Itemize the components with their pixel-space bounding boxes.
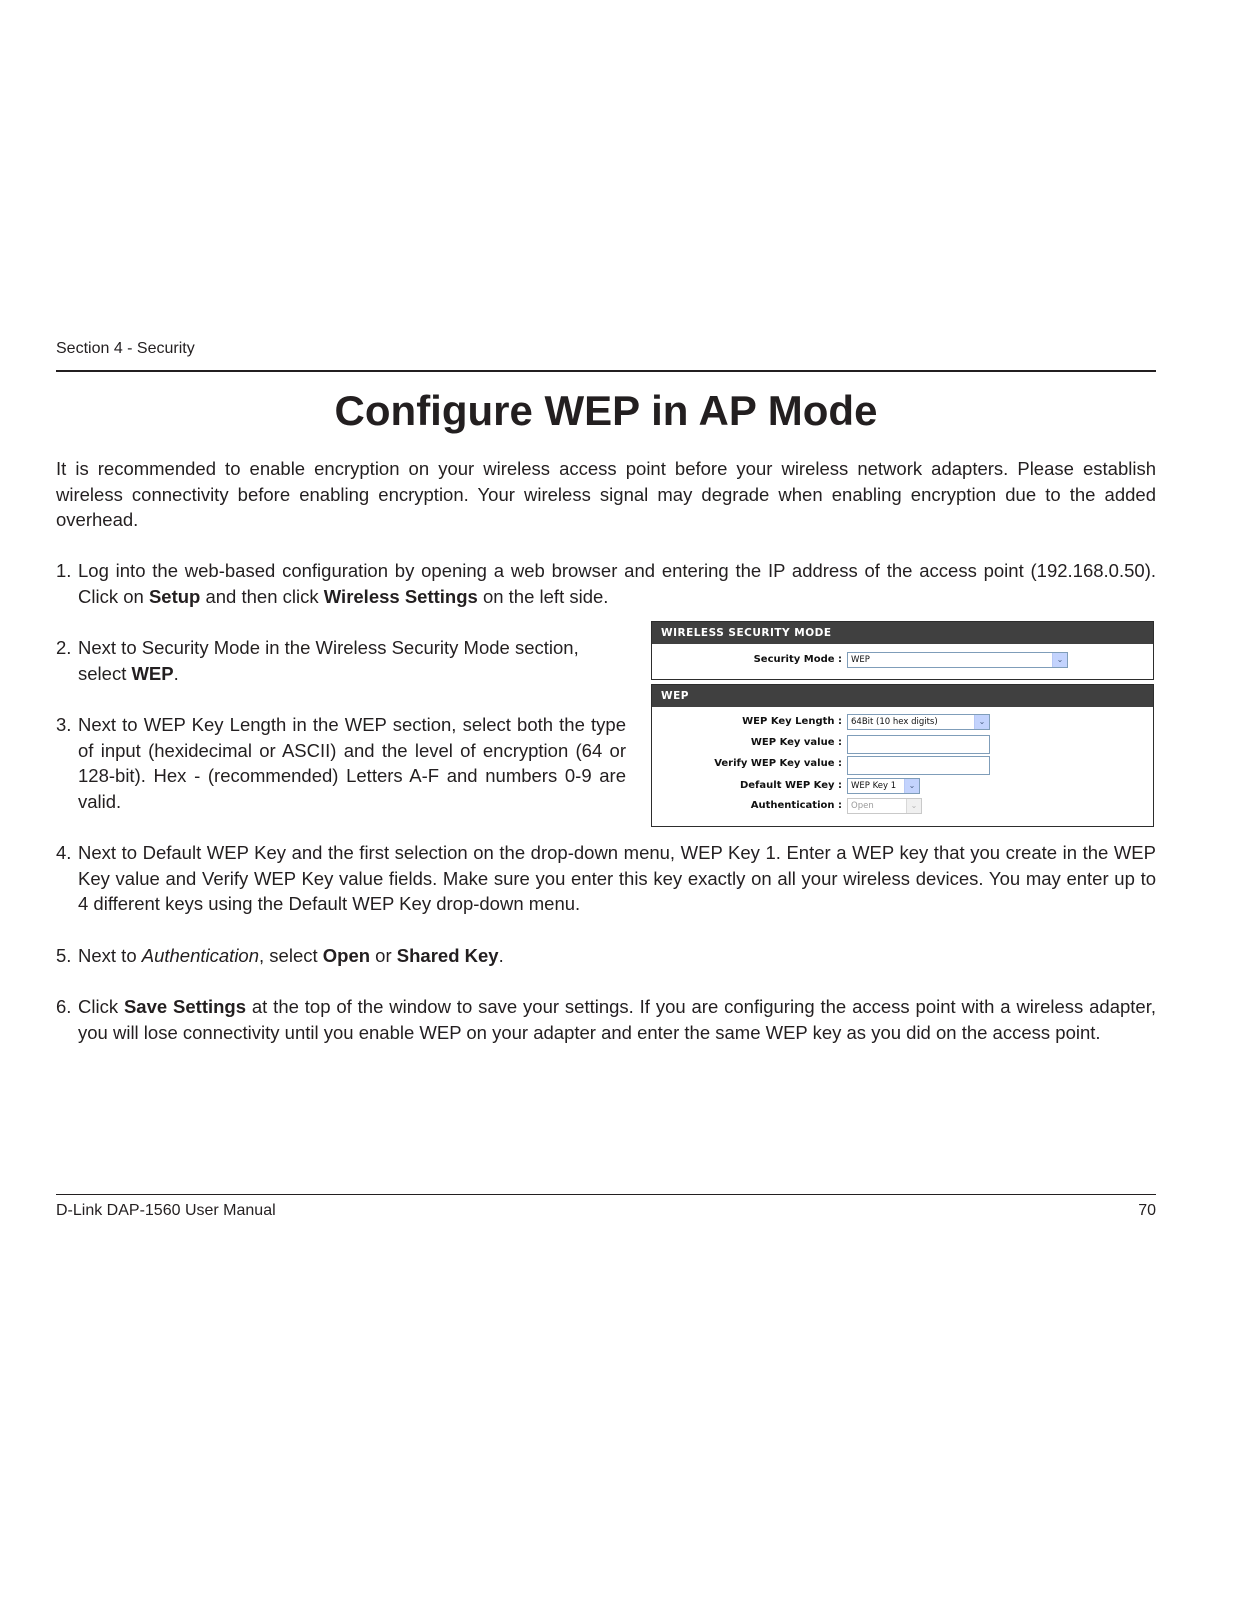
chevron-down-icon: ⌄: [974, 715, 989, 729]
step-text: [78, 943, 1156, 969]
footer-page-number: 70: [1138, 1202, 1156, 1219]
step-number: 2.: [56, 637, 72, 658]
page-title: Configure WEP in AP Mode: [334, 387, 878, 434]
step-bold-term: Shared Key: [396, 945, 499, 966]
step-text: Next to Default WEP Key and the first selection on the drop-down menu, WEP Key 1. Enter a WEP key that you create in the WEP Key value and Verify WEP Key value fields. Make sure you enter this key exactly on all your wireless devices. You may enter up to 4 different keys using the Default WEP Key drop-down menu.: [78, 842, 1156, 914]
wep-key-value-input[interactable]: [847, 735, 990, 754]
step-text-part: Click: [78, 996, 124, 1017]
step-number: 3.: [56, 714, 72, 735]
wep-settings-screenshot: [651, 621, 1154, 827]
verify-wep-key-row: [652, 755, 1153, 773]
select-value: Open: [851, 801, 874, 811]
step-text-part: and then click: [200, 585, 324, 607]
default-wep-key-label: Default WEP Key :: [739, 780, 842, 791]
wep-key-length-select[interactable]: [847, 714, 990, 730]
chevron-down-icon: ⌄: [906, 799, 921, 813]
step-number: 1.: [56, 560, 72, 581]
step-text-part: .: [498, 945, 504, 966]
wep-key-value-label: WEP Key value :: [750, 737, 842, 748]
security-mode-select[interactable]: [847, 652, 1068, 668]
wep-key-length-row: [652, 713, 1153, 731]
chevron-down-icon: ⌄: [904, 779, 919, 793]
default-wep-key-select[interactable]: [847, 778, 920, 794]
step-6: [56, 994, 1156, 1045]
step-number: 5.: [56, 945, 72, 966]
step-text-part: at the top of the window to save your settings. If you are configuring the access point with a wireless adapter, you will lose connectivity until you enable WEP on your adapter and enter the same WEP key as you did on the access point.: [78, 996, 1156, 1043]
step-text: Next to WEP Key Length in the WEP section, select both the type of input (hexidecimal or ASCII) and the level of encryption (64 or 128-bit). Hex - (recommended) Letters A-F and numbers 0-9 are valid.: [78, 714, 626, 812]
step-text-part: .: [173, 662, 179, 684]
step-bold-term: WEP: [131, 662, 174, 684]
footer-manual-title: D-Link DAP-1560 User Manual: [56, 1202, 276, 1219]
step-bold-term: Open: [322, 945, 371, 966]
step-text-part: Log into the web-based configuration by opening a web browser and entering the IP address of the access point (192.168.0.50). Click on: [78, 560, 1156, 607]
step-4: [56, 840, 1156, 917]
security-mode-label: Security Mode :: [753, 654, 842, 665]
step-text: [78, 558, 1156, 609]
step-bold-term: Save Settings: [123, 996, 247, 1017]
verify-wep-key-input[interactable]: [847, 756, 990, 775]
wep-key-value-row: [652, 734, 1153, 752]
wep-panel: [651, 684, 1154, 827]
chevron-down-icon: ⌄: [1052, 653, 1067, 667]
security-mode-row: [652, 651, 1153, 669]
step-bold-term: Setup: [148, 585, 201, 607]
step-text-part: or: [370, 945, 397, 966]
step-text-part: on the left side.: [477, 585, 609, 607]
step-bold-term: Wireless Settings: [323, 585, 478, 607]
authentication-row: [652, 797, 1153, 815]
wep-key-length-label: WEP Key Length :: [742, 716, 842, 727]
top-divider: [56, 370, 1156, 372]
step-3: [56, 712, 626, 814]
intro-paragraph: It is recommended to enable encryption on your wireless access point before your wireless network adapters. Please establish wireless connectivity before enabling encryption. Your wireless signal may degrade when enabling encryption due to the added overhead.: [56, 458, 1156, 530]
bottom-divider: [56, 1194, 1156, 1195]
wireless-security-mode-panel: [651, 621, 1154, 680]
default-wep-key-row: [652, 777, 1153, 795]
step-text: [78, 994, 1156, 1045]
step-1: [56, 558, 1156, 609]
authentication-select[interactable]: [847, 798, 922, 814]
select-value: WEP: [851, 655, 870, 665]
step-text: [78, 635, 626, 686]
step-5: [56, 943, 1156, 969]
section-header: Section 4 - Security: [56, 340, 195, 357]
step-number: 4.: [56, 842, 72, 863]
panel-heading: WIRELESS SECURITY MODE: [652, 622, 1153, 644]
verify-wep-key-label: Verify WEP Key value :: [714, 758, 842, 769]
select-value: WEP Key 1: [851, 781, 897, 791]
authentication-label: Authentication :: [750, 800, 842, 811]
select-value: 64Bit (10 hex digits): [851, 717, 938, 727]
step-2: [56, 635, 626, 686]
step-text-part: Next to Security Mode in the Wireless Security Mode section, select: [78, 637, 579, 684]
step-italic-term: Authentication: [141, 945, 260, 966]
step-text-part: Next to: [78, 945, 142, 966]
step-text-part: , select: [259, 945, 323, 966]
step-number: 6.: [56, 996, 72, 1017]
panel-heading: WEP: [652, 685, 1153, 707]
